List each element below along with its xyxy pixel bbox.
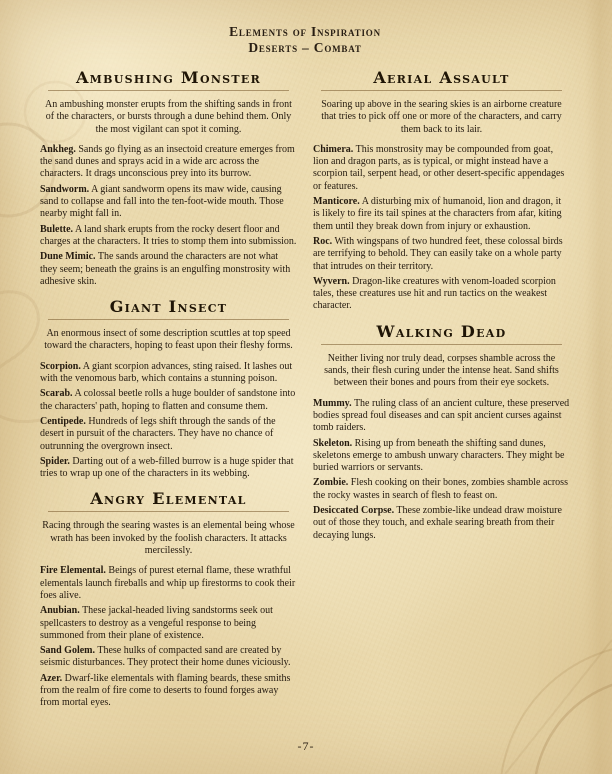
entry-bulette xyxy=(40,224,297,249)
entry-text: Hundreds of legs shift through the sands of the desert in pursuit of the characters. They have no chance of outrunning the overgrown insect. xyxy=(40,415,276,452)
entry-name: Zombie. xyxy=(313,477,349,489)
entry-name: Desiccated Corpse. xyxy=(313,505,395,517)
entry-name: Azer. xyxy=(40,672,63,684)
entry-text: Rising up from beneath the shifting sand dunes, skeletons emerge to ambush unwary characters. They might be buried warriors or servants. xyxy=(313,437,565,474)
section-giant-insect xyxy=(40,298,297,480)
section-heading: Walking Dead xyxy=(376,321,507,341)
heading-rule xyxy=(321,344,562,345)
section-walking-dead xyxy=(313,323,570,542)
page-subtitle: Deserts – Combat xyxy=(248,39,362,55)
entry-text: Darting out of a web-filled burrow is a huge spider that tries to wrap up one of the characters in its webbing. xyxy=(40,455,294,480)
entry-name: Sandworm. xyxy=(40,183,90,195)
entry-text: These zombie-like undead draw moisture out of those they touch, and exhale searing breath from their decaying lungs. xyxy=(313,505,562,541)
heading-rule xyxy=(321,90,562,91)
entry-spider xyxy=(40,456,297,481)
entry-name: Spider. xyxy=(40,455,70,467)
entry-text: This monstrosity may be compounded from goat, lion and dragon parts, as is typical, or might instead have a scorpion tail, serpent head, or other desert-specific appendages or features. xyxy=(313,143,565,192)
heading-rule xyxy=(48,319,289,320)
section-aerial-assault xyxy=(313,69,570,313)
entry-skeleton xyxy=(313,438,570,475)
entry-desiccated-corpse xyxy=(313,505,570,542)
section-intro: Soaring up above in the searing skies is an airborne creature that tries to pick off one or more of the characters, and carry them back to its lair. xyxy=(321,99,562,135)
section-heading: Ambushing Monster xyxy=(75,68,262,87)
entry-text: Beings of purest eternal flame, these wrathful elementals launch fireballs and whip up firestorms to cook their foes alive. xyxy=(40,565,296,601)
entry-name: Scorpion. xyxy=(40,360,81,372)
section-intro: Neither living nor truly dead, corpses shamble across the sands, their flesh curing under the intense heat. Sand shifts between their bones and pours from their eye sockets. xyxy=(324,352,559,389)
entry-text: A disturbing mix of humanoid, lion and dragon, it is likely to fire its tail spines at the characters from afar, kiting them until they break down from injury or exhaustion. xyxy=(313,196,562,232)
entry-text: A giant sandworm opens its maw wide, causing sand to collapse and fall into the ten-foot-wide mouth. Those nearby might fall in. xyxy=(40,183,284,220)
entry-name: Skeleton. xyxy=(313,437,353,449)
entry-name: Scarab. xyxy=(40,388,73,400)
entry-sand-golem xyxy=(40,645,297,670)
entry-name: Fire Elemental. xyxy=(40,565,106,577)
entry-text: Dwarf-like elementals with flaming beards, these smiths from the realm of fire come to deserts to found forges away from mortal eyes. xyxy=(40,672,291,709)
entry-text: A colossal beetle rolls a huge boulder of sandstone into the characters' path, hoping to flatten and consume them. xyxy=(40,388,296,412)
entry-chimera xyxy=(313,144,570,193)
entry-anubian xyxy=(40,605,297,642)
entry-text: With wingspans of two hundred feet, these colossal birds are terrifying to behold. They can easily take on a whole party that intrudes on their territory. xyxy=(313,235,563,272)
entry-name: Manticore. xyxy=(313,196,360,208)
entry-name: Dune Mimic. xyxy=(40,251,96,263)
right-column xyxy=(313,63,570,713)
heading-rule xyxy=(48,90,289,91)
heading-rule xyxy=(48,511,289,512)
entry-text: Sands go flying as an insectoid creature emerges from the sand dunes and sprays acid in a wide arc across the characters. It drags unconscious prey into its burrow. xyxy=(40,143,295,180)
section-ambushing-monster xyxy=(40,69,297,288)
section-intro: Racing through the searing wastes is an elemental being whose wrath has been invoked by the foolish characters. It attacks mercilessly. xyxy=(42,520,295,557)
entry-roc xyxy=(313,236,570,273)
entry-mummy xyxy=(313,398,570,435)
section-intro: An ambushing monster erupts from the shifting sands in front of the characters, or bursts through a dune behind them. Only the most vigilant can spot it coming. xyxy=(45,99,292,135)
entry-name: Mummy. xyxy=(313,397,352,409)
entry-text: Dragon-like creatures with venom-loaded scorpion tales, these creatures use hit and run tactics on the weakest character. xyxy=(313,275,556,312)
entry-name: Wyvern. xyxy=(313,275,350,287)
page-number: -7- xyxy=(297,739,315,753)
two-column-layout xyxy=(40,63,570,713)
section-intro: An enormous insect of some description scuttles at top speed toward the characters, hoping to feast upon their fleshy forms. xyxy=(44,328,293,352)
entry-zombie xyxy=(313,477,570,502)
section-heading: Aerial Assault xyxy=(373,68,510,87)
entry-sandworm xyxy=(40,184,297,221)
section-heading: Giant Insect xyxy=(109,297,228,317)
entry-azer xyxy=(40,673,297,710)
page-title: Elements of Inspiration xyxy=(229,24,381,39)
section-heading: Angry Elemental xyxy=(90,489,247,509)
entry-manticore xyxy=(313,196,570,233)
entry-name: Roc. xyxy=(313,235,333,247)
entry-centipede xyxy=(40,416,297,453)
entry-dune-mimic xyxy=(40,251,297,288)
entry-text: The ruling class of an ancient culture, these preserved bodies spread foul diseases and can spit ancient curses against tomb raiders. xyxy=(313,397,570,434)
entry-text: The sands around the characters are not what they seem; beneath the grains is an engulfing monstrosity with adhesive skin. xyxy=(40,251,291,287)
entry-scorpion xyxy=(40,361,297,386)
entry-ankheg xyxy=(40,144,297,181)
entry-text: These hulks of compacted sand are created by seismic disturbances. They protect their home dunes viciously. xyxy=(40,645,291,669)
left-column xyxy=(40,63,297,713)
entry-name: Sand Golem. xyxy=(40,645,96,657)
entry-name: Bulette. xyxy=(40,223,74,235)
entry-text: A land shark erupts from the rocky desert floor and charges at the characters. It tries to stomp them into submission. xyxy=(40,223,297,247)
section-angry-elemental xyxy=(40,490,297,709)
entry-scarab xyxy=(40,388,297,413)
entry-wyvern xyxy=(313,276,570,313)
entry-name: Ankheg. xyxy=(40,143,76,155)
entry-fire-elemental xyxy=(40,565,297,602)
entry-name: Anubian. xyxy=(40,605,80,617)
entry-text: A giant scorpion advances, sting raised. It lashes out with the venomous barb, which contains a stunning poison. xyxy=(40,360,293,385)
entry-text: Flesh cooking on their bones, zombies shamble across the rocky wastes in search of flesh to feast on. xyxy=(313,477,568,501)
document-header xyxy=(40,24,570,55)
entry-text: These jackal-headed living sandstorms seek out spellcasters to destroy as a vengeful response to being summoned from their plane of existence. xyxy=(40,605,273,641)
entry-name: Chimera. xyxy=(313,143,354,155)
entry-name: Centipede. xyxy=(40,415,86,427)
